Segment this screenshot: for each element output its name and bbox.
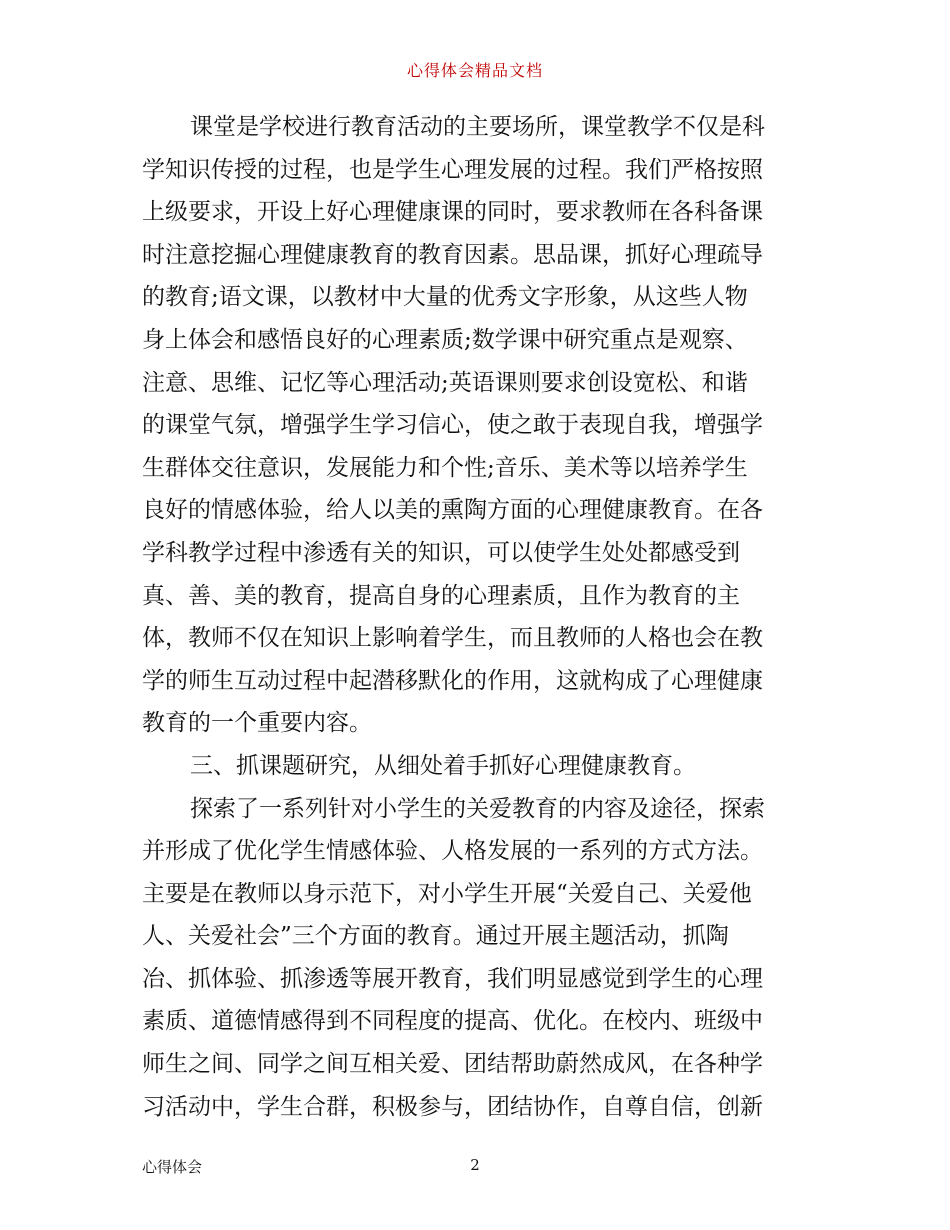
paragraph-line: 课堂是学校进行教育活动的主要场所，课堂教学不仅是科	[190, 114, 765, 140]
document-body	[142, 106, 814, 1128]
paragraph-line: 习活动中，学生合群，积极参与，团结协作，自尊自信，创新	[142, 1093, 763, 1120]
page-number: 2	[470, 1156, 480, 1174]
paragraph-line: 上级要求，开设上好心理健康课的同时，要求教师在各科备课	[142, 199, 763, 226]
section-heading: 三、抓课题研究，从细处着手抓好心理健康教育。	[190, 752, 696, 779]
paragraph-line: 的课堂气氛，增强学生学习信心，使之敢于表现自我，增强学	[142, 412, 763, 439]
paragraph-line: 身上体会和感悟良好的心理素质;数学课中研究重点是观察、	[142, 326, 748, 353]
paragraph-line: 探索了一系列针对小学生的关爱教育的内容及途径，探索	[190, 795, 765, 822]
paragraph-line: 学知识传授的过程，也是学生心理发展的过程。我们严格按照	[142, 156, 763, 183]
paragraph-line: 学科教学过程中渗透有关的知识，可以使学生处处都感受到	[142, 539, 740, 566]
paragraph-line: 学的师生互动过程中起潜移默化的作用，这就构成了心理健康	[142, 667, 763, 694]
paragraph-line: 体，教师不仅在知识上影响着学生，而且教师的人格也会在教	[142, 625, 763, 652]
paragraph-line: 注意、思维、记忆等心理活动;英语课则要求创设宽松、和谐	[142, 369, 748, 396]
paragraph-line: 主要是在教师以身示范下，对小学生开展“关爱自己、关爱他	[142, 880, 752, 907]
paragraph-line: 真、善、美的教育，提高自身的心理素质，且作为教育的主	[142, 582, 740, 609]
paragraph-line: 教育的一个重要内容。	[142, 710, 372, 737]
document-header-title: 心得体会精品文档	[406, 61, 543, 80]
paragraph-line: 冶、抓体验、抓渗透等展开教育，我们明显感觉到学生的心理	[142, 965, 763, 992]
paragraph-line: 人、关爱社会”三个方面的教育。通过开展主题活动，抓陶	[142, 923, 729, 950]
paragraph-line: 并形成了优化学生情感体验、人格发展的一系列的方式方法。	[142, 838, 763, 865]
paragraph-line: 师生之间、同学之间互相关爱、团结帮助蔚然成风，在各种学	[142, 1051, 763, 1078]
paragraph-line: 良好的情感体验，给人以美的熏陶方面的心理健康教育。在各	[142, 497, 763, 524]
paragraph-line: 素质、道德情感得到不同程度的提高、优化。在校内、班级中	[142, 1008, 763, 1035]
paragraph-line: 生群体交往意识，发展能力和个性;音乐、美术等以培养学生	[142, 454, 748, 481]
paragraph-line: 时注意挖掘心理健康教育的教育因素。思品课，抓好心理疏导	[142, 241, 763, 268]
paragraph-line: 的教育;语文课，以教材中大量的优秀文字形象，从这些人物	[142, 284, 748, 311]
footer-label: 心得体会	[142, 1158, 203, 1176]
